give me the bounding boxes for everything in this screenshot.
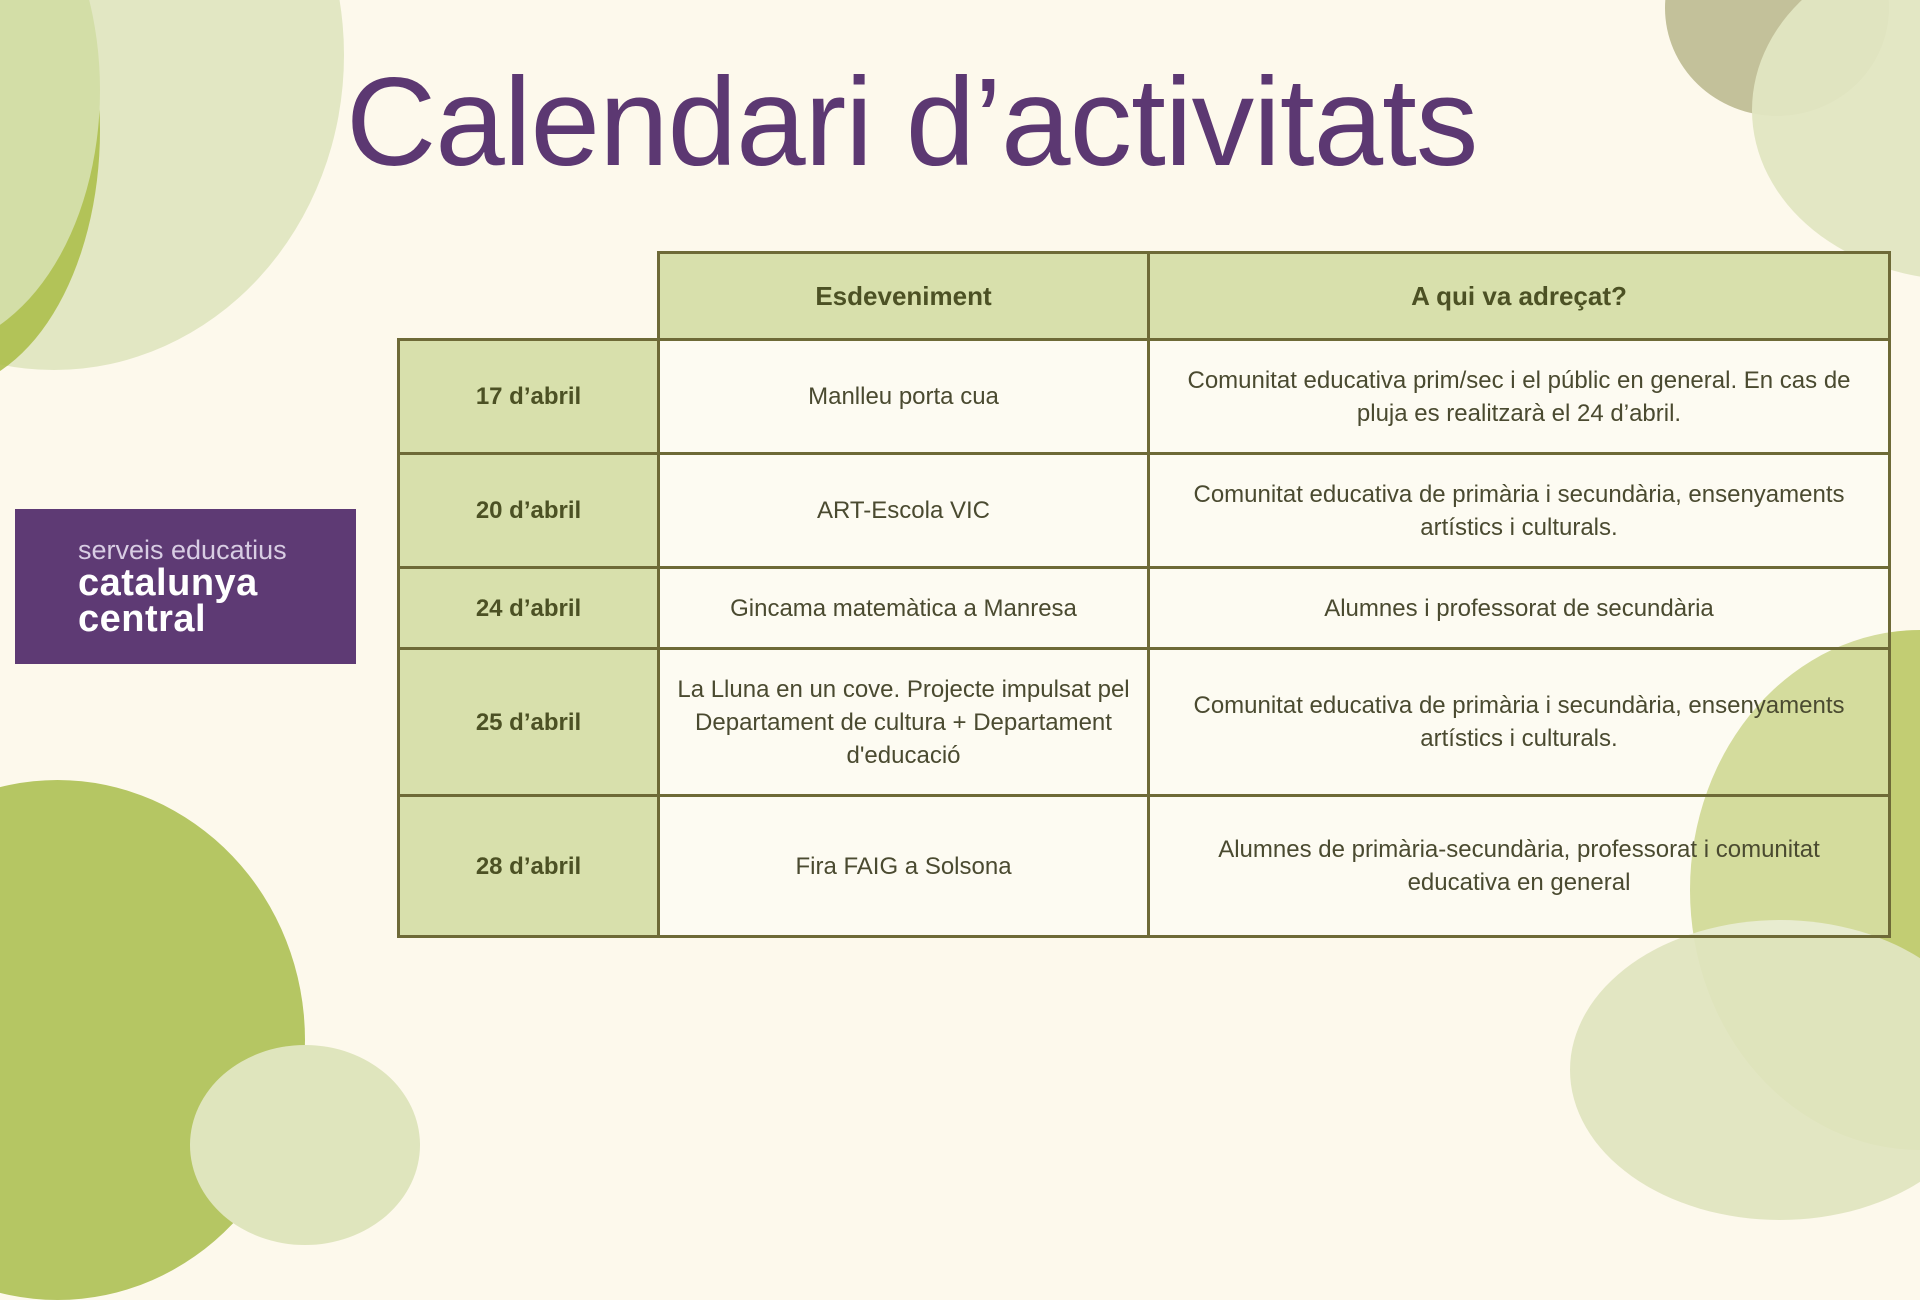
table-row [399, 454, 1890, 568]
table-row [399, 649, 1890, 796]
decor-circle [1570, 920, 1920, 1220]
event-cell: Manlleu porta cua [659, 340, 1149, 454]
logo-line-3: central [78, 598, 207, 640]
event-cell: Gincama matemàtica a Manresa [659, 568, 1149, 649]
activities-table [397, 251, 1891, 938]
page-title: Calendari d’activitats [346, 53, 1478, 192]
decor-circle [190, 1045, 420, 1245]
audience-cell: Comunitat educativa prim/sec i el públic en general. En cas de pluja es realitzarà el 24 d’abril. [1149, 340, 1890, 454]
table-header-row [399, 253, 1890, 340]
event-cell: ART-Escola VIC [659, 454, 1149, 568]
decor-circle [1752, 0, 1920, 280]
audience-cell: Alumnes i professorat de secundària [1149, 568, 1890, 649]
logo-line-2: catalunya [78, 562, 258, 604]
audience-cell: Comunitat educativa de primària i secundària, ensenyaments artístics i culturals. [1149, 454, 1890, 568]
audience-cell: Comunitat educativa de primària i secundària, ensenyaments artístics i culturals. [1149, 649, 1890, 796]
header-event: Esdeveniment [659, 253, 1149, 340]
date-cell: 24 d’abril [399, 568, 659, 649]
table-row [399, 340, 1890, 454]
audience-cell: Alumnes de primària-secundària, professorat i comunitat educativa en general [1149, 796, 1890, 937]
event-cell: La Lluna en un cove. Projecte impulsat pel Departament de cultura + Departament d'educació [659, 649, 1149, 796]
date-cell: 25 d’abril [399, 649, 659, 796]
date-cell: 17 d’abril [399, 340, 659, 454]
date-cell: 20 d’abril [399, 454, 659, 568]
header-audience: A qui va adreçat? [1149, 253, 1890, 340]
table-row [399, 796, 1890, 937]
logo-line-1: serveis educatius [78, 535, 287, 565]
header-blank-cell [399, 253, 659, 340]
date-cell: 28 d’abril [399, 796, 659, 937]
event-cell: Fira FAIG a Solsona [659, 796, 1149, 937]
table-row [399, 568, 1890, 649]
brand-logo [15, 509, 356, 664]
